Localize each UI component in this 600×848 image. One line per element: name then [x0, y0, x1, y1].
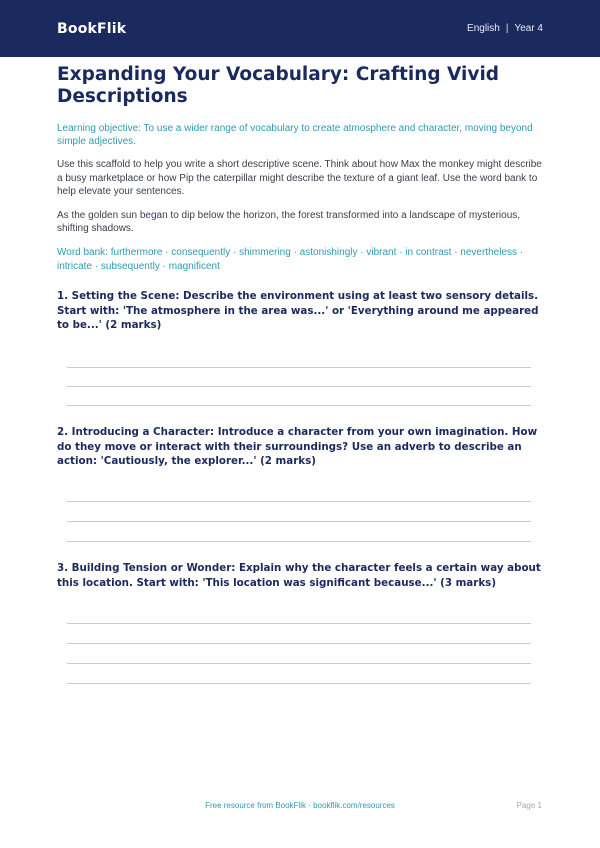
worksheet-intro — [57, 64, 543, 275]
answer-line[interactable] — [67, 623, 531, 624]
year-label: Year 4 — [514, 23, 543, 34]
brand-logo: BookFlik — [57, 20, 127, 37]
worksheet-title: Expanding Your Vocabulary: Crafting Vivid Descriptions — [57, 64, 500, 107]
answer-line[interactable] — [67, 386, 531, 387]
subject-label: English — [467, 23, 500, 34]
meta-separator: | — [505, 23, 509, 34]
answer-line[interactable] — [67, 367, 531, 368]
word-bank: Word bank: furthermore · consequently · shimmering · astonishingly · vibrant · in contrast · nevertheless · intricate · subsequently · magnificent — [57, 246, 524, 272]
answer-line[interactable] — [67, 405, 531, 406]
instructions-text: Use this scaffold to help you write a short descriptive scene. Think about how Max the monkey might describe a busy marketplace or how Pip the caterpillar might describe the texture of a giant leaf. Use the word bank to help elevate your sentences. — [57, 159, 542, 197]
header-meta — [467, 23, 543, 34]
answer-line[interactable] — [67, 643, 531, 644]
question-2-text: 2. Introducing a Character: Introduce a character from your own imagination. How do they move or interact with their surroundings? Use an adverb to describe an action: 'Cautiously, the explorer...' (2 marks) — [57, 426, 538, 467]
answer-line[interactable] — [67, 663, 531, 664]
learning-objective: Learning objective: To use a wider range of vocabulary to create atmosphere and character, moving beyond simple adjectives. — [57, 123, 533, 147]
page-number: Page 1 — [516, 801, 542, 810]
page-footer — [0, 801, 600, 815]
footer-credit: Free resource from BookFlik · bookflik.com/resources — [205, 801, 395, 810]
answer-line[interactable] — [67, 683, 531, 684]
page-header — [0, 0, 600, 57]
question-1 — [57, 289, 543, 333]
answer-line[interactable] — [67, 541, 531, 542]
question-3-text: 3. Building Tension or Wonder: Explain why the character feels a certain way about this location. Start with: 'This location was significant because...' (3 marks) — [57, 562, 541, 589]
question-1-text: 1. Setting the Scene: Describe the environment using at least two sensory details. Start with: 'The atmosphere in the area was...' or 'Everything around me appeared to be...' (2 marks) — [57, 290, 539, 331]
story-opener: As the golden sun began to dip below the horizon, the forest transformed into a landscape of mysterious, shifting shadows. — [57, 209, 521, 234]
answer-line[interactable] — [67, 501, 531, 502]
question-3 — [57, 561, 543, 590]
question-2 — [57, 425, 543, 469]
answer-line[interactable] — [67, 521, 531, 522]
